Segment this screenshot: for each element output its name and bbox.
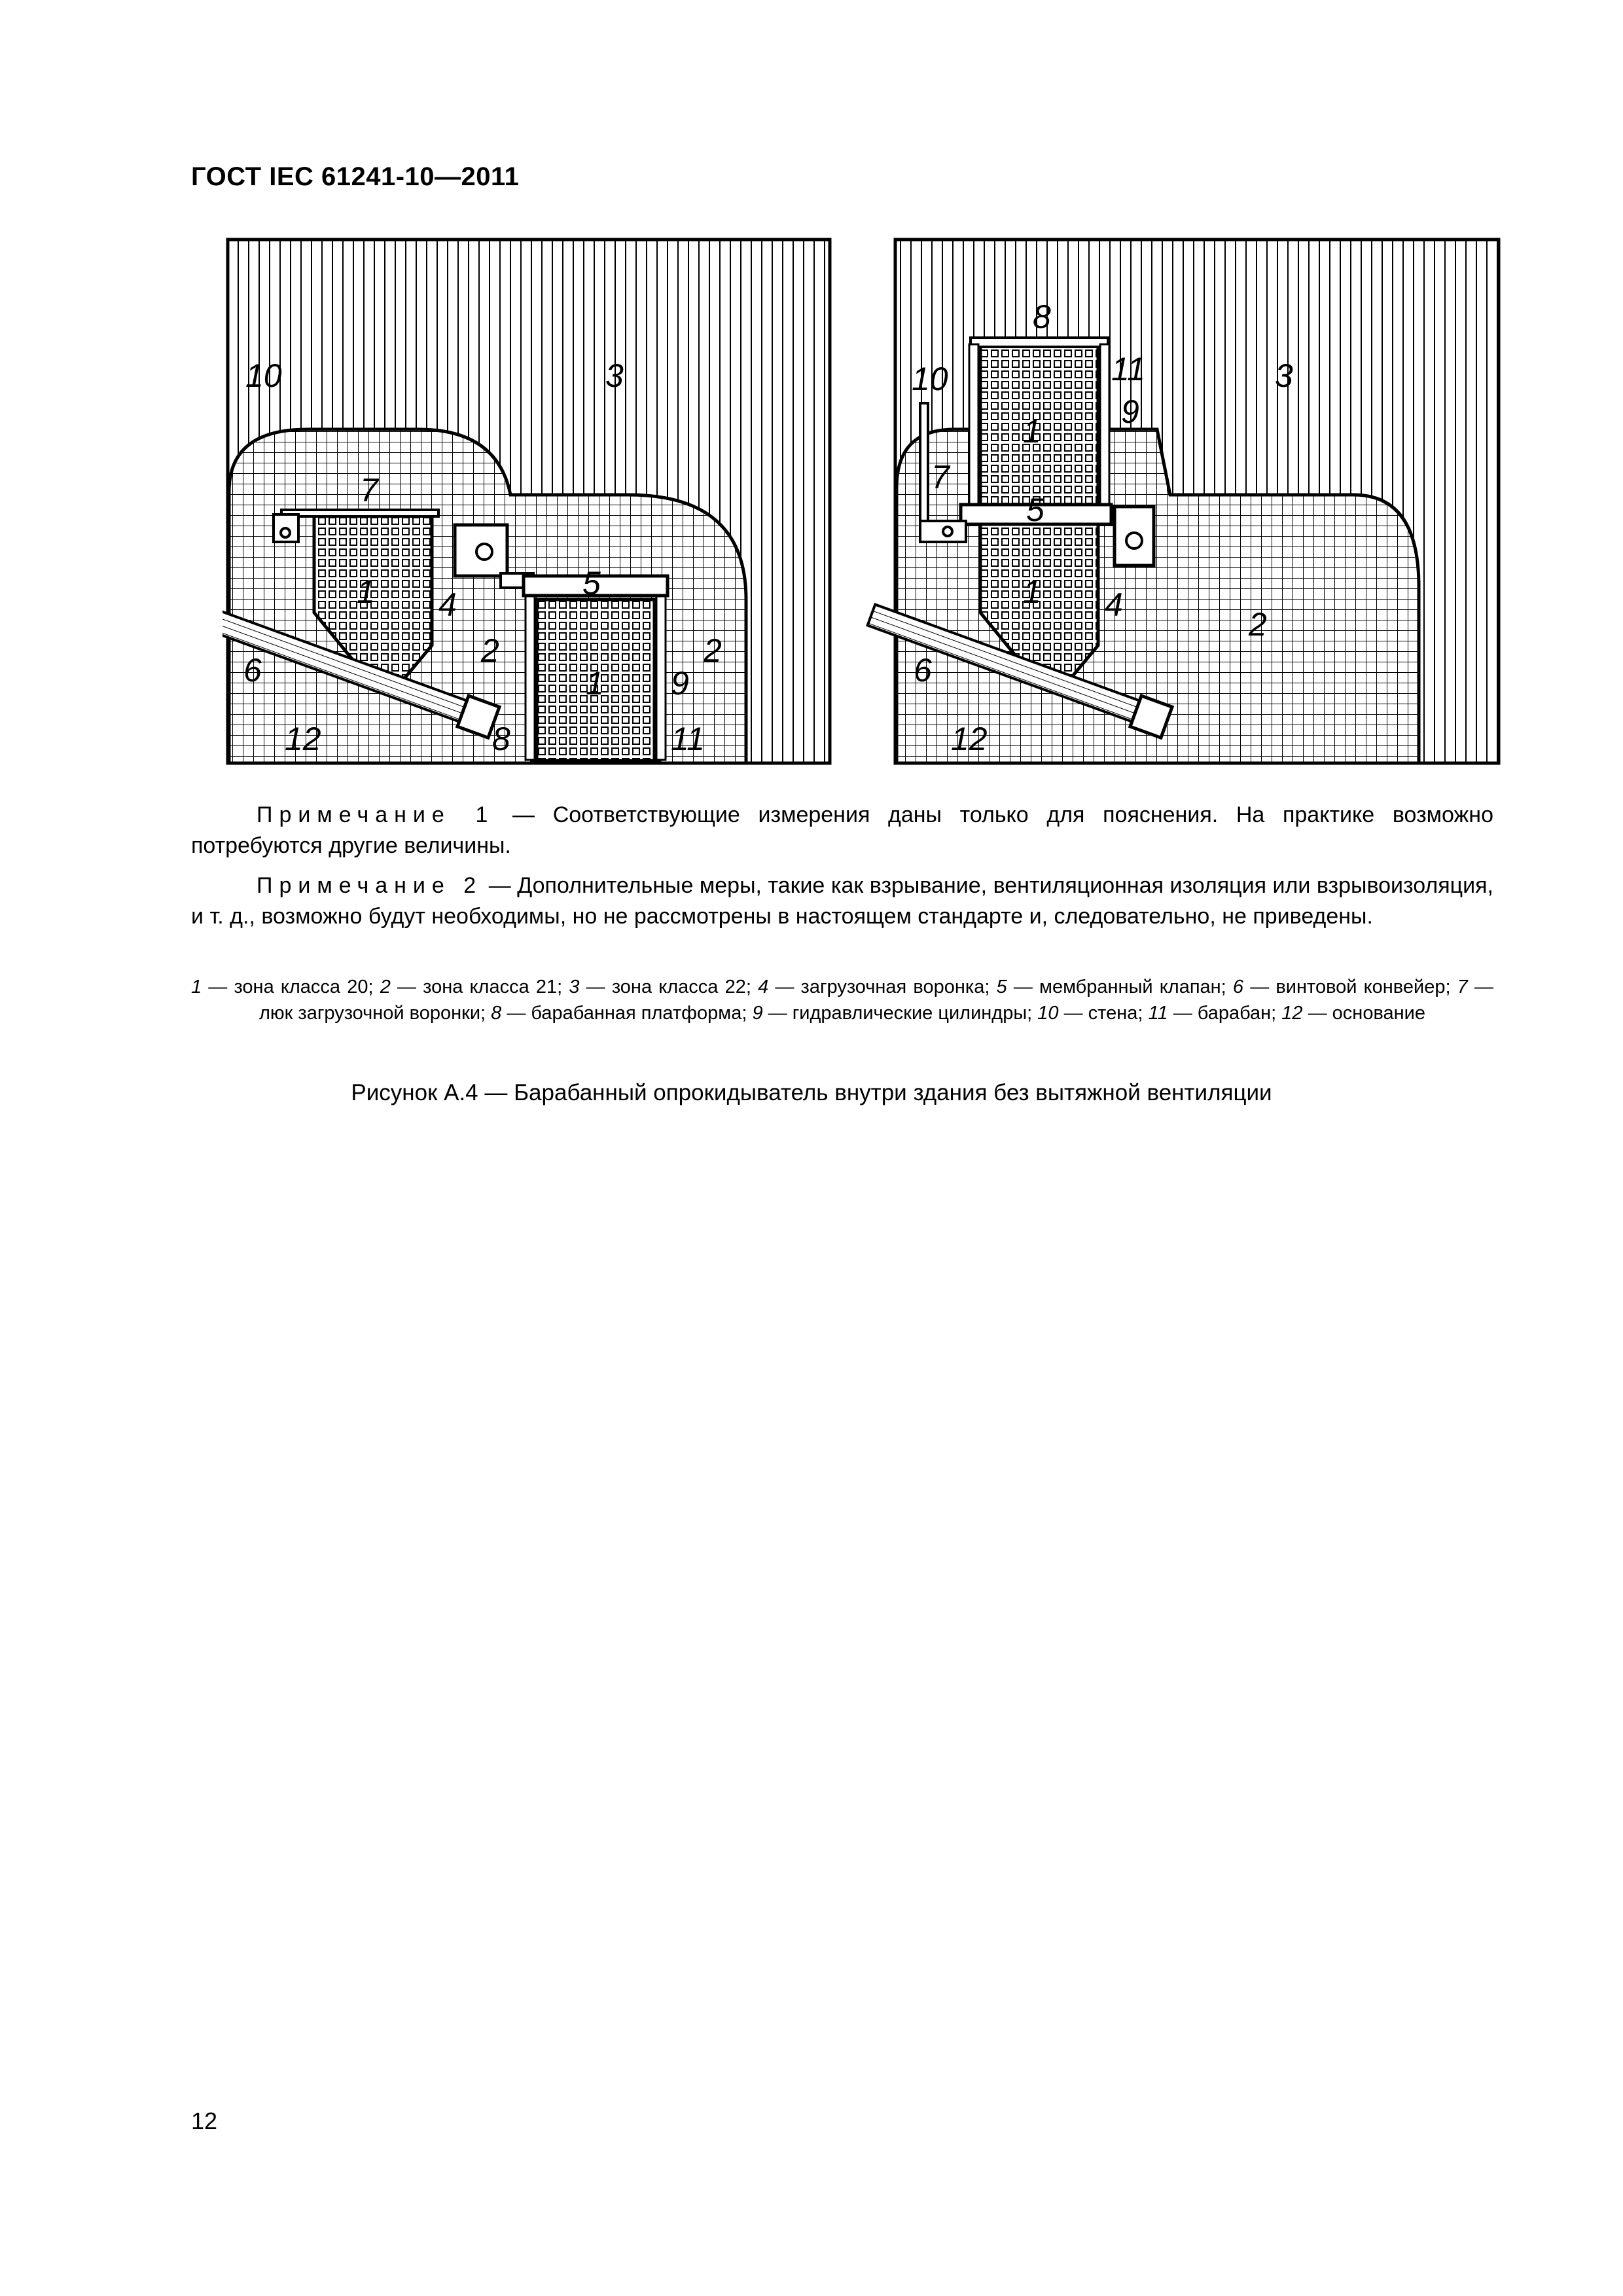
legend-num: 8 (491, 1003, 502, 1024)
label-1b: 1 (586, 665, 604, 702)
label-8: 8 (492, 721, 510, 757)
legend-num: 10 (1037, 1003, 1059, 1024)
label-4: 4 (438, 586, 457, 623)
legend-text: — винтовой конвейер; (1243, 977, 1457, 997)
hydraulic-cylinder-left (526, 596, 535, 760)
note-1-prefix: Примечание 1 (257, 802, 495, 827)
drum-platform (971, 338, 1108, 347)
label-5: 5 (1026, 492, 1044, 528)
legend-num: 9 (752, 1003, 763, 1024)
label-3: 3 (1275, 357, 1293, 394)
legend-text: — мембранный клапан; (1007, 977, 1233, 997)
legend-text: — загрузочная воронка; (768, 977, 997, 997)
legend-text: — гидравлические цилиндры; (762, 1003, 1038, 1024)
label-2b: 2 (704, 632, 722, 669)
label-9: 9 (1121, 393, 1139, 430)
label-1: 1 (357, 573, 375, 610)
legend-num: 7 (1457, 977, 1468, 997)
legend-num: 12 (1281, 1003, 1303, 1024)
label-8: 8 (1033, 298, 1051, 335)
legend-num: 3 (569, 977, 580, 997)
label-12: 12 (951, 721, 988, 757)
label-2: 2 (1249, 606, 1267, 643)
legend-num: 11 (1148, 1003, 1168, 1024)
legend-num: 5 (996, 977, 1007, 997)
label-1b: 1 (1023, 573, 1041, 610)
label-10: 10 (245, 357, 282, 394)
legend-num: 4 (758, 977, 769, 997)
label-3: 3 (605, 357, 624, 394)
hydraulic-cylinder-right (656, 596, 666, 760)
legend-text: — зона класса 22; (579, 977, 758, 997)
legend-num: 6 (1232, 977, 1244, 997)
legend-text: — стена; (1058, 1003, 1149, 1024)
legend-text: — люк загрузочной воронки; (259, 977, 1493, 1024)
note-2-text: — Дополнительные меры, такие как взрывание, вентиляционная изоляция или взрывоизоляция, и т. д., возможно будут необходимы, но не рассмотрены в настоящем стандарте и, следовательно, не приведены. (191, 873, 1493, 929)
hydraulic-cylinder-left (969, 344, 978, 508)
note-1 (191, 800, 1493, 861)
page-number: 12 (191, 2108, 218, 2134)
legend-text: — зона класса 21; (390, 977, 569, 997)
label-5: 5 (582, 565, 601, 601)
label-6: 6 (243, 652, 262, 689)
label-9: 9 (671, 665, 689, 702)
label-4: 4 (1105, 586, 1123, 623)
label-11: 11 (671, 721, 705, 757)
hydraulic-cylinder-right (1100, 344, 1109, 508)
legend-text: — зона класса 20; (202, 977, 380, 997)
note-2-prefix: Примечание 2 (257, 873, 483, 898)
label-1: 1 (1023, 413, 1041, 450)
note-1-text: — Соответствующие измерения даны только для пояснения. На практике возможно потребуются другие величины. (191, 802, 1493, 858)
legend-text: — основание (1302, 1003, 1426, 1024)
hopper-hatch (281, 510, 438, 516)
label-11: 11 (1111, 351, 1145, 387)
legend-num: 1 (191, 977, 202, 997)
legend-num: 2 (380, 977, 391, 997)
figure-a4 (223, 233, 1505, 776)
figure-caption: Рисунок А.4 — Барабанный опрокидыватель внутри здания без вытяжной вентиляции (351, 1080, 1272, 1105)
label-7: 7 (360, 472, 378, 509)
label-7: 7 (931, 459, 950, 495)
figure-legend (191, 974, 1493, 1026)
left-panel (223, 240, 830, 763)
legend-text: — барабан; (1168, 1003, 1282, 1024)
legend-text: — барабанная платформа; (501, 1003, 753, 1024)
document-header: ГОСТ IEC 61241-10—2011 (191, 162, 520, 191)
note-2 (191, 870, 1493, 932)
label-10: 10 (912, 361, 948, 397)
hopper-hatch (920, 403, 928, 531)
label-12: 12 (285, 721, 321, 757)
label-6: 6 (914, 652, 932, 689)
right-panel (866, 240, 1499, 763)
label-2: 2 (481, 632, 499, 669)
